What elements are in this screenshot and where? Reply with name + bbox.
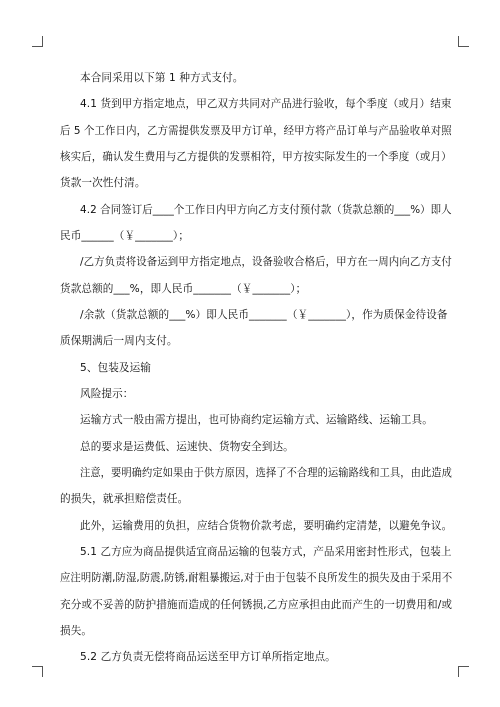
text-line: 5.1 乙方应为商品提供适宜商品运输的包装方式，产品采用密封性形式，包装上 <box>80 546 452 558</box>
text-line: 运输方式一般由需方提出，也可协商约定运输方式、运输路线、运输工具。 <box>80 414 433 426</box>
text-line: 货款一次性付清。 <box>60 177 146 189</box>
crop-mark-bottom-left <box>32 666 43 677</box>
crop-mark-top-left <box>32 36 43 47</box>
text-line: 注意，要明确约定如果由于供方原因，选择了不合理的运输路线和工具，由此造成 <box>80 467 452 479</box>
text-line: 充分或不妥善的防护措施而造成的任何锈损,乙方应承担由此而产生的一切费用和/或 <box>60 599 453 611</box>
text-line: 损失。 <box>60 625 93 637</box>
crop-mark-top-right <box>458 36 469 47</box>
section-heading: 5、包装及运输 <box>80 362 152 374</box>
crop-mark-bottom-right <box>458 666 469 677</box>
text-line: 4.1 货到甲方指定地点，甲乙双方共同对产品进行验收，每个季度（或月）结束 <box>80 98 452 110</box>
text-line: 5.2 乙方负责无偿将商品运送至甲方订单所指定地点。 <box>80 651 336 663</box>
text-line: 本合同采用以下第 1 种方式支付。 <box>80 72 244 84</box>
text-line: 此外，运输费用的负担，应结合货物价款考虑，要明确约定清楚，以避免争议。 <box>80 520 453 532</box>
text-line: 总的要求是运费低、运速快、货物安全到达。 <box>80 441 294 453</box>
text-line: 的损失，就承担赔偿责任。 <box>60 493 189 505</box>
text-line: /余款（货款总额的___%）即人民币_______（￥_______），作为质保金待设备 <box>80 309 448 321</box>
text-line: 质保期满后一周内支付。 <box>60 335 178 347</box>
text-line: 风险提示： <box>80 388 134 400</box>
text-line: 货款总额的___%，即人民币_______（￥_______）； <box>60 283 307 295</box>
text-line: 后 5 个工作日内，乙方需提供发票及甲方订单，经甲方将产品订单与产品验收单对照 <box>60 125 452 137</box>
text-line: 应注明防潮,防湿,防震,防锈,耐粗暴搬运,对于由于包装不良所发生的损失及由于采用不 <box>60 572 453 584</box>
text-line: /乙方负责将设备运到甲方指定地点，设备验收合格后，甲方在一周内向乙方支付 <box>80 256 452 268</box>
text-line: 核实后，确认发生费用与乙方提供的发票相符，甲方按实际发生的一个季度（或月） <box>60 151 452 163</box>
text-line: 4.2 合同签订后____个工作日内甲方向乙方支付预付款（货款总额的___%）即人 <box>80 204 452 216</box>
text-line: 民币______（￥_______）； <box>60 230 190 242</box>
